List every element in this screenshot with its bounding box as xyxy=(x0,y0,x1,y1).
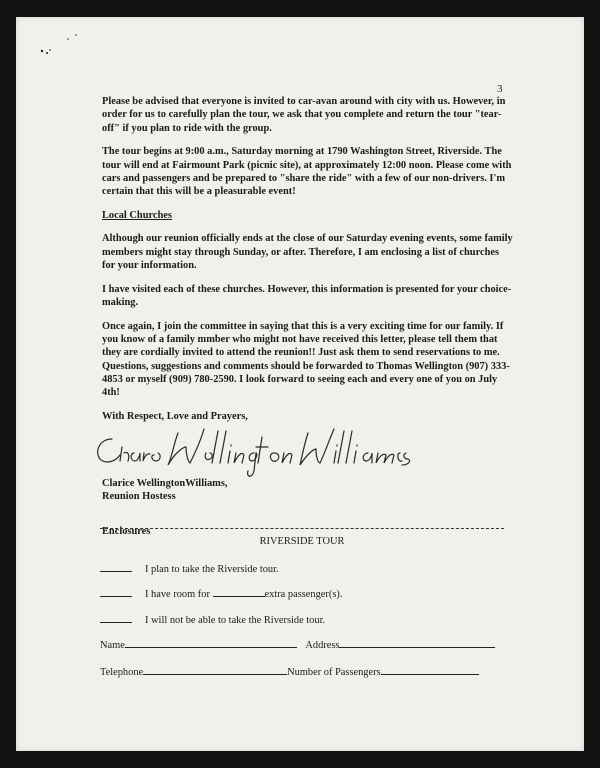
letter-page xyxy=(16,17,584,751)
signer-title: Reunion Hostess xyxy=(102,491,176,503)
option-take-tour[interactable] xyxy=(100,562,279,575)
paragraph-churches: Although our reunion officially ends at the close of our Saturday evening events, some family members might stay through Sunday, or after. Therefore, I am enclosing a list of churches for your information. xyxy=(102,233,513,271)
name-label: Name xyxy=(100,640,125,651)
telephone-field[interactable] xyxy=(143,665,287,675)
paragraph-closing-remarks: Once again, I join the committee in saying that this is a very exciting time for our family. If you know of a family mmber who might not have received this letter, please tell them that they are cordially invited to attend the reunion!! Just ask them to send reservations to me. Questions, suggestions and comments should be forwarded to Thomas Wellington (907) 333-4853 or myself (909) 780-2590. I look forward to seeing each and every one of you on July 4th! xyxy=(102,320,510,399)
option-decline-tour[interactable] xyxy=(100,613,325,626)
option-extra-passengers-pre: I have room for xyxy=(145,589,210,600)
passengers-label: Number of Passengers xyxy=(287,667,381,678)
page-number: 3 xyxy=(497,83,503,95)
passengers-field[interactable] xyxy=(381,665,479,675)
closing-line: With Respect, Love and Prayers, xyxy=(102,411,248,423)
paper-specks xyxy=(32,25,92,55)
paragraph-visited: I have visited each of these churches. However, this information is presented for your choice-making. xyxy=(102,283,512,309)
checkbox-blank[interactable] xyxy=(100,562,132,572)
telephone-label: Telephone xyxy=(100,667,144,678)
checkbox-blank[interactable] xyxy=(100,587,132,597)
handwritten-signature xyxy=(90,417,420,483)
letter-body xyxy=(102,95,514,537)
option-take-tour-label: I plan to take the Riverside tour. xyxy=(145,564,279,575)
name-address-row xyxy=(100,638,495,651)
option-decline-tour-label: I will not be able to take the Riverside tour. xyxy=(145,615,326,626)
enclosures-label: Enclosures xyxy=(102,526,151,537)
option-extra-passengers-post: extra passenger(s). xyxy=(264,589,343,600)
signer-name: Clarice WellingtonWilliams, xyxy=(102,478,228,489)
name-field[interactable] xyxy=(125,638,297,648)
paragraph-tour-invite: Please be advised that everyone is invited to car-avan around with city with us. However, in order for us to carefully plan the tour, we ask that you complete and return the tour "tear-off" if you plan to ride with the group. xyxy=(102,96,506,134)
option-extra-passengers[interactable] xyxy=(100,587,342,600)
tear-off-title: RIVERSIDE TOUR xyxy=(259,536,345,547)
address-field[interactable] xyxy=(339,638,495,648)
tear-off-line xyxy=(100,528,504,529)
paragraph-tour-details: The tour begins at 9:00 a.m., Saturday morning at 1790 Washington Street, Riverside. The tour will end at Fairmount Park (picnic site), at approximately 12:00 noon. Please come with cars and passengers and be prepared to "share the ride" with a few of our non-drivers. I'm certain that this will be a pleasurable event! xyxy=(102,146,512,198)
section-heading: Local Churches xyxy=(102,210,172,222)
telephone-passengers-row xyxy=(100,665,479,678)
passenger-count-blank[interactable] xyxy=(213,587,265,597)
address-label: Address xyxy=(305,640,340,651)
checkbox-blank[interactable] xyxy=(100,613,132,623)
